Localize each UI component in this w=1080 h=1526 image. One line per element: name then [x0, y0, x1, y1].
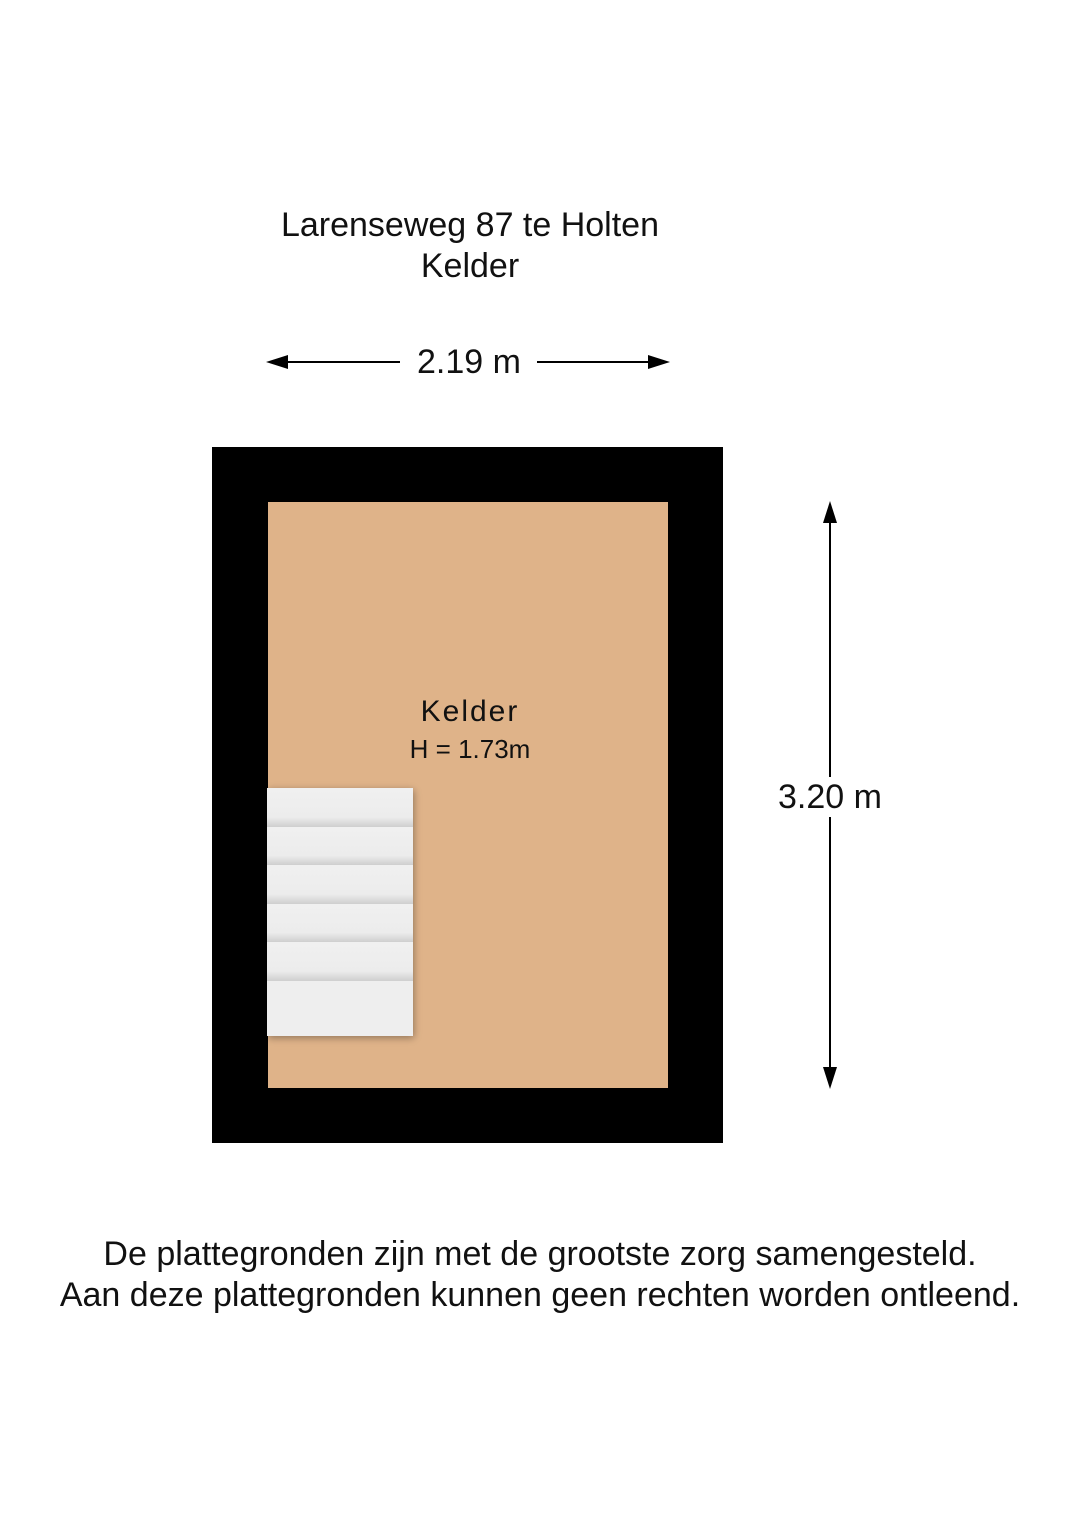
- stair-step: [267, 865, 413, 904]
- disclaimer-line-2: Aan deze plattegronden kunnen geen rechten worden ontleend.: [59, 1276, 1021, 1314]
- disclaimer-line-1: De plattegronden zijn met de grootste zorg samengesteld.: [103, 1235, 977, 1273]
- height-dimension-label: 3.20 m: [770, 777, 890, 817]
- plan-address: Larenseweg 87 te Holten: [280, 206, 660, 244]
- stairs: [267, 788, 413, 1036]
- width-dimension-label: 2.19 m: [405, 342, 533, 382]
- stair-step: [267, 942, 413, 981]
- stair-step: [267, 904, 413, 942]
- room-name: Kelder: [420, 695, 520, 728]
- stair-step: [267, 788, 413, 827]
- plan-floor-name: Kelder: [420, 247, 520, 285]
- stair-step: [267, 827, 413, 865]
- room-ceiling-height: H = 1.73m: [409, 734, 531, 764]
- stair-step: [267, 981, 413, 1036]
